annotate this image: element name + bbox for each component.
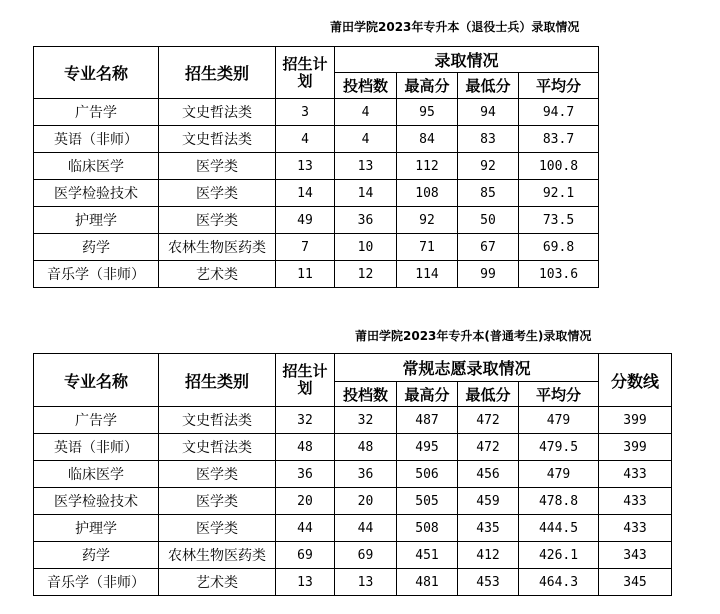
cell-major: 广告学: [34, 407, 159, 434]
cell-category: 艺术类: [159, 569, 276, 596]
table-row: [34, 569, 672, 596]
cell-plan: 11: [276, 261, 335, 288]
admission-table-regular: [33, 353, 672, 596]
table-row: [34, 542, 672, 569]
cell-category: 医学类: [159, 207, 276, 234]
cell-cutoff: 433: [599, 515, 672, 542]
table-row: [34, 234, 599, 261]
cell-plan: 36: [276, 461, 335, 488]
cell-max: 108: [397, 180, 458, 207]
cell-category: 医学类: [159, 515, 276, 542]
cell-filed: 44: [335, 515, 397, 542]
cell-filed: 14: [335, 180, 397, 207]
cell-category: 艺术类: [159, 261, 276, 288]
cell-major: 护理学: [34, 515, 159, 542]
cell-filed: 20: [335, 488, 397, 515]
cell-max: 71: [397, 234, 458, 261]
table-row: [34, 407, 672, 434]
cell-filed: 4: [335, 99, 397, 126]
cell-filed: 32: [335, 407, 397, 434]
cell-plan: 69: [276, 542, 335, 569]
cell-major: 音乐学（非师）: [34, 261, 159, 288]
table-row: [34, 261, 599, 288]
cell-filed: 12: [335, 261, 397, 288]
table2-body: [34, 407, 672, 596]
cell-plan: 7: [276, 234, 335, 261]
cell-category: 农林生物医药类: [159, 234, 276, 261]
cell-plan: 3: [276, 99, 335, 126]
header-filed: 投档数: [335, 382, 397, 407]
cell-avg: 479: [519, 461, 599, 488]
cell-avg: 83.7: [519, 126, 599, 153]
cell-min: 456: [458, 461, 519, 488]
cell-major: 护理学: [34, 207, 159, 234]
header-admission-group: 录取情况: [335, 47, 599, 73]
cell-category: 医学类: [159, 180, 276, 207]
cell-avg: 479: [519, 407, 599, 434]
table-row: [34, 207, 599, 234]
table-row: [34, 434, 672, 461]
cell-avg: 103.6: [519, 261, 599, 288]
cell-max: 92: [397, 207, 458, 234]
cell-cutoff: 399: [599, 434, 672, 461]
cell-category: 文史哲法类: [159, 126, 276, 153]
cell-max: 84: [397, 126, 458, 153]
header-max: 最高分: [397, 382, 458, 407]
cell-max: 481: [397, 569, 458, 596]
cell-major: 英语（非师）: [34, 126, 159, 153]
cell-min: 85: [458, 180, 519, 207]
cell-avg: 94.7: [519, 99, 599, 126]
header-plan: 招生计划: [276, 47, 335, 99]
cell-filed: 13: [335, 153, 397, 180]
cell-max: 508: [397, 515, 458, 542]
table-row: [34, 180, 599, 207]
table1-body: [34, 99, 599, 288]
cell-avg: 444.5: [519, 515, 599, 542]
cell-avg: 69.8: [519, 234, 599, 261]
cell-max: 505: [397, 488, 458, 515]
cell-major: 临床医学: [34, 461, 159, 488]
cell-avg: 73.5: [519, 207, 599, 234]
cell-max: 487: [397, 407, 458, 434]
cell-min: 99: [458, 261, 519, 288]
header-min: 最低分: [458, 382, 519, 407]
header-plan: 招生计划: [276, 354, 335, 407]
table-row: [34, 488, 672, 515]
cell-category: 文史哲法类: [159, 407, 276, 434]
cell-max: 114: [397, 261, 458, 288]
cell-major: 音乐学（非师）: [34, 569, 159, 596]
header-filed: 投档数: [335, 73, 397, 99]
cell-plan: 14: [276, 180, 335, 207]
cell-avg: 478.8: [519, 488, 599, 515]
table-row: [34, 515, 672, 542]
cell-category: 文史哲法类: [159, 99, 276, 126]
cell-min: 472: [458, 434, 519, 461]
cell-plan: 4: [276, 126, 335, 153]
cell-category: 文史哲法类: [159, 434, 276, 461]
cell-plan: 48: [276, 434, 335, 461]
table-row: [34, 126, 599, 153]
cell-min: 83: [458, 126, 519, 153]
cell-filed: 36: [335, 207, 397, 234]
cell-category: 医学类: [159, 461, 276, 488]
cell-major: 药学: [34, 234, 159, 261]
cell-max: 451: [397, 542, 458, 569]
table1-caption: 莆田学院2023年专升本（退役士兵）录取情况: [330, 20, 580, 34]
cell-cutoff: 433: [599, 488, 672, 515]
cell-avg: 100.8: [519, 153, 599, 180]
header-avg: 平均分: [519, 73, 599, 99]
cell-plan: 49: [276, 207, 335, 234]
cell-major: 医学检验技术: [34, 180, 159, 207]
cell-category: 农林生物医药类: [159, 542, 276, 569]
admission-table-veterans: [33, 46, 599, 288]
cell-filed: 48: [335, 434, 397, 461]
cell-plan: 13: [276, 569, 335, 596]
cell-major: 英语（非师）: [34, 434, 159, 461]
cell-major: 药学: [34, 542, 159, 569]
cell-major: 广告学: [34, 99, 159, 126]
cell-cutoff: 433: [599, 461, 672, 488]
cell-min: 92: [458, 153, 519, 180]
cell-min: 50: [458, 207, 519, 234]
header-min: 最低分: [458, 73, 519, 99]
cell-plan: 20: [276, 488, 335, 515]
header-category: 招生类别: [159, 354, 276, 407]
cell-filed: 13: [335, 569, 397, 596]
cell-min: 412: [458, 542, 519, 569]
cell-avg: 426.1: [519, 542, 599, 569]
table-row: [34, 153, 599, 180]
cell-min: 453: [458, 569, 519, 596]
header-cutoff: 分数线: [599, 354, 672, 407]
cell-plan: 44: [276, 515, 335, 542]
cell-filed: 69: [335, 542, 397, 569]
cell-cutoff: 345: [599, 569, 672, 596]
header-admission-group: 常规志愿录取情况: [335, 354, 599, 382]
cell-min: 472: [458, 407, 519, 434]
cell-plan: 13: [276, 153, 335, 180]
cell-major: 医学检验技术: [34, 488, 159, 515]
cell-max: 495: [397, 434, 458, 461]
table2-caption: 莆田学院2023年专升本(普通考生)录取情况: [355, 329, 592, 343]
cell-major: 临床医学: [34, 153, 159, 180]
cell-cutoff: 343: [599, 542, 672, 569]
cell-avg: 479.5: [519, 434, 599, 461]
table-row: [34, 99, 599, 126]
header-category: 招生类别: [159, 47, 276, 99]
cell-max: 506: [397, 461, 458, 488]
header-avg: 平均分: [519, 382, 599, 407]
cell-category: 医学类: [159, 153, 276, 180]
cell-cutoff: 399: [599, 407, 672, 434]
cell-min: 459: [458, 488, 519, 515]
header-major: 专业名称: [34, 354, 159, 407]
cell-filed: 4: [335, 126, 397, 153]
cell-min: 435: [458, 515, 519, 542]
cell-filed: 10: [335, 234, 397, 261]
cell-avg: 464.3: [519, 569, 599, 596]
cell-max: 112: [397, 153, 458, 180]
header-major: 专业名称: [34, 47, 159, 99]
cell-category: 医学类: [159, 488, 276, 515]
header-max: 最高分: [397, 73, 458, 99]
cell-filed: 36: [335, 461, 397, 488]
cell-avg: 92.1: [519, 180, 599, 207]
cell-min: 67: [458, 234, 519, 261]
cell-max: 95: [397, 99, 458, 126]
table-row: [34, 461, 672, 488]
cell-plan: 32: [276, 407, 335, 434]
cell-min: 94: [458, 99, 519, 126]
